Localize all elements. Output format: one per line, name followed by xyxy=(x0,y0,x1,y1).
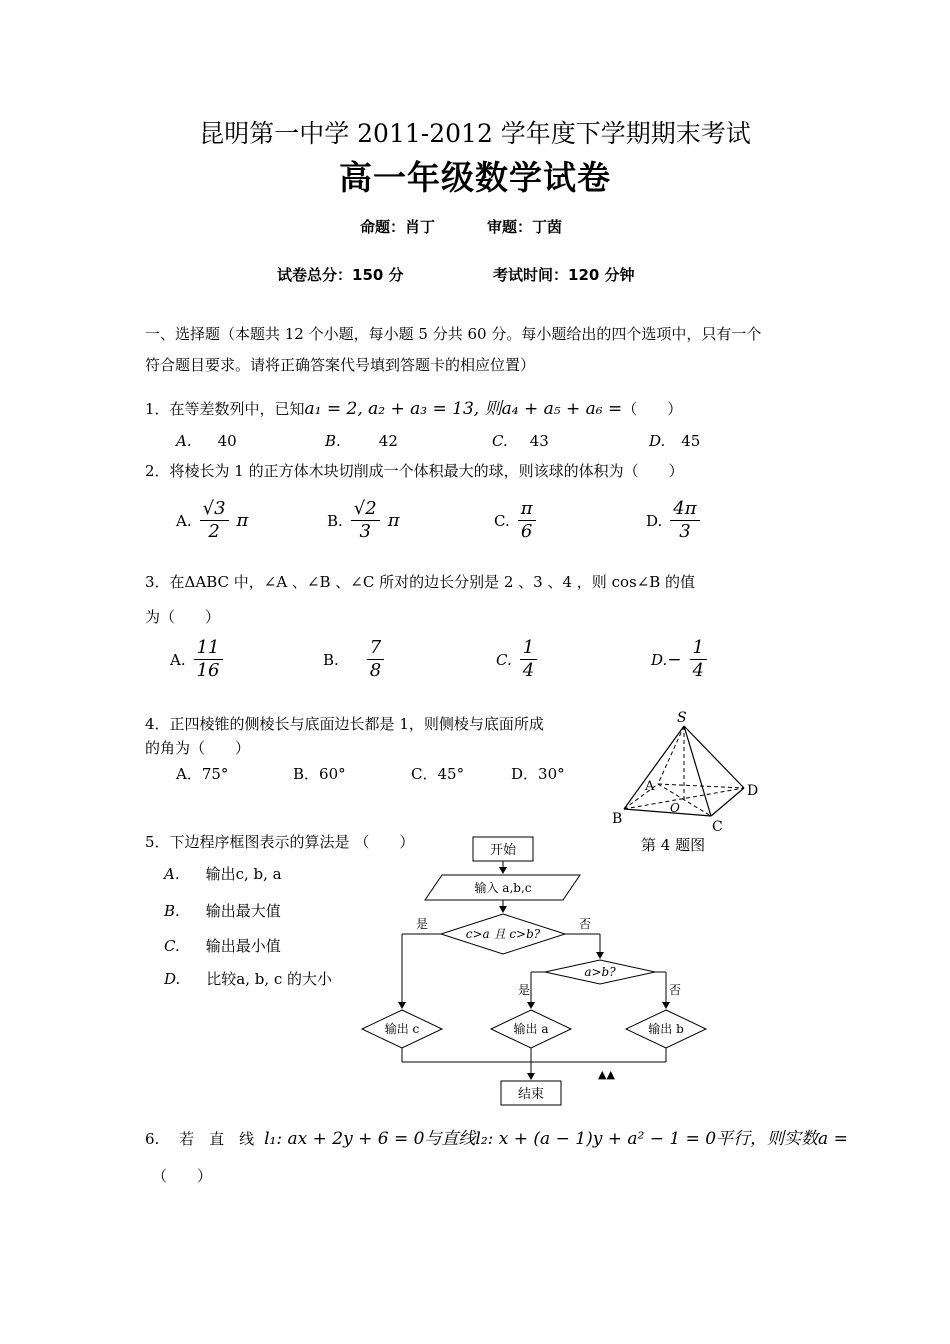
q4-option-c: C．45° xyxy=(411,765,465,783)
q3-numerator: 1 xyxy=(690,637,707,660)
q1-option-c xyxy=(492,432,549,450)
q5-option-text: 输出最大值 xyxy=(205,902,281,920)
q4-stem-line1: 4．正四棱锥的侧棱长与底面边长都是 1，则侧棱与底面所成 xyxy=(145,715,544,733)
flow-start-text: 开始 xyxy=(489,843,517,858)
q3-option-b xyxy=(323,637,386,682)
q3-stem-line1: 3．在ΔABC 中，∠A 、∠B 、∠C 所对的边长分别是 2 、3 、4 ，则 cos∠B 的值 xyxy=(145,573,696,591)
pyramid-label-o: O xyxy=(670,801,680,815)
q2-option-letter: B. xyxy=(327,511,343,530)
q1-option-value: 45 xyxy=(681,432,701,450)
q2-denominator: 3 xyxy=(359,521,371,542)
q1-stem-text: 1．在等差数列中，已知 xyxy=(145,400,305,418)
q3-fraction xyxy=(367,637,384,682)
exam-title: 高一年级数学试卷 xyxy=(339,158,611,197)
q1-stem xyxy=(145,394,682,419)
q3-fraction xyxy=(520,637,537,682)
flowchart xyxy=(350,830,710,1110)
q2-numerator: 4π xyxy=(670,498,699,521)
q6-formula: l₁: ax + 2y + 6 = 0与直线l₂: x + (a − 1)y + a² − 1 = 0平行，则实数a = xyxy=(264,1129,848,1149)
q3-option-a xyxy=(170,637,225,682)
q2-stem: 2．将棱长为 1 的正方体木块切削成一个体积最大的球，则该球的体积为（ ） xyxy=(145,462,684,480)
q2-denominator: 2 xyxy=(208,521,220,542)
q3-denominator: 16 xyxy=(196,660,220,681)
q1-option-a xyxy=(176,432,237,450)
flow-no-label: 否 xyxy=(579,917,592,931)
q2-denominator: 6 xyxy=(520,521,533,542)
q1-formula: a₁ = 2, a₂ + a₃ = 13, 则a₄ + a₅ + a₆ = xyxy=(304,399,623,419)
q3-denominator: 4 xyxy=(692,660,704,681)
q2-numerator: π xyxy=(518,498,536,521)
q3-fraction xyxy=(194,637,223,682)
flow-input-text: 输入 a,b,c xyxy=(474,881,532,895)
q4-option-b: B．60° xyxy=(293,765,346,783)
section1-instructions-line1: 一、选择题（本题共 12 个小题，每小题 5 分共 60 分。每小题给出的四个选项中，只有一个 xyxy=(145,325,762,343)
q2-numerator: √2 xyxy=(351,498,380,521)
pyramid-label-s: S xyxy=(677,710,687,726)
q2-option-c xyxy=(494,498,538,543)
q2-option-letter: D. xyxy=(646,511,663,530)
q1-option-letter: C. xyxy=(492,432,508,450)
total-score: 试卷总分：150 分 xyxy=(277,266,404,284)
q5-option-letter: D. xyxy=(164,970,181,988)
q2-option-b xyxy=(327,498,400,543)
q3-option-letter: D. xyxy=(651,650,668,669)
q3-option-c xyxy=(496,637,539,682)
q2-option-letter: C. xyxy=(494,511,510,530)
q2-option-letter: A. xyxy=(176,511,192,530)
flow-condition2-text: a>b? xyxy=(584,965,616,979)
q2-option-a xyxy=(176,498,248,543)
q5-option-text: 输出c, b, a xyxy=(205,865,282,883)
q2-fraction xyxy=(200,498,229,543)
q5-option-a xyxy=(164,863,282,884)
q5-option-b xyxy=(164,900,281,921)
q4-option-d: D．30° xyxy=(511,765,565,783)
pyramid-label-d: D xyxy=(747,783,759,799)
q5-option-d xyxy=(164,968,332,989)
exam-time: 考试时间：120 分钟 xyxy=(493,266,635,284)
q1-option-letter: D. xyxy=(649,432,666,450)
pyramid-label-c: C xyxy=(712,819,723,835)
q4-option-a: A．75° xyxy=(176,765,229,783)
flow-no-label-2: 否 xyxy=(669,983,682,997)
q2-fraction xyxy=(518,498,536,543)
q1-option-d xyxy=(649,432,700,450)
q1-option-letter: B. xyxy=(325,432,341,450)
flow-output-b-text: 输出 b xyxy=(648,1022,684,1036)
q2-fraction xyxy=(351,498,380,543)
q2-suffix: π xyxy=(236,510,249,531)
q3-numerator: 7 xyxy=(367,637,384,660)
reviewer: 审题：丁茵 xyxy=(487,218,563,236)
q3-stem-line2: 为（ ） xyxy=(145,608,221,626)
q5-option-letter: C. xyxy=(164,937,180,955)
flow-condition1-text: c>a 且 c>b? xyxy=(465,927,541,941)
pyramid-caption: 第 4 题图 xyxy=(641,836,706,854)
q5-option-text: 输出最小值 xyxy=(205,937,281,955)
q6-stem-text: 6. 若 直 线 xyxy=(145,1130,255,1148)
q3-numerator: 1 xyxy=(520,637,537,660)
pyramid-label-a: A xyxy=(645,779,655,794)
flow-output-a-text: 输出 a xyxy=(513,1022,549,1036)
q3-option-letter: C. xyxy=(496,650,512,669)
flow-output-c-text: 输出 c xyxy=(384,1022,420,1036)
flow-yes-label: 是 xyxy=(416,917,429,931)
q3-fraction xyxy=(690,637,707,682)
q5-option-letter: A. xyxy=(164,865,180,883)
q1-option-value: 40 xyxy=(217,432,237,450)
q3-sign: − xyxy=(667,649,682,670)
q2-denominator: 3 xyxy=(679,521,691,542)
section1-instructions-line2: 符合题目要求。请将正确答案代号填到答题卡的相应位置） xyxy=(145,356,536,374)
q1-option-b xyxy=(325,432,398,450)
q3-option-letter: B. xyxy=(323,650,339,669)
q2-option-d xyxy=(646,498,702,543)
flow-yes-label-2: 是 xyxy=(518,983,531,997)
q5-stem: 5．下边程序框图表示的算法是 （ ） xyxy=(145,833,415,851)
flow-mark: ▲▲ xyxy=(598,1068,615,1081)
q2-fraction xyxy=(670,498,699,543)
q5-option-c xyxy=(164,935,281,956)
flow-end-text: 结束 xyxy=(517,1087,545,1102)
q2-numerator: √3 xyxy=(200,498,229,521)
pyramid-label-b: B xyxy=(612,811,623,827)
q1-paren: （ ） xyxy=(622,400,683,418)
q6-paren: （ ） xyxy=(152,1167,213,1185)
q4-stem-line2: 的角为（ ） xyxy=(145,739,251,757)
q5-option-text: 比较a, b, c 的大小 xyxy=(206,970,333,988)
q6-stem xyxy=(145,1124,848,1149)
school-exam-line: 昆明第一中学 2011-2012 学年度下学期期末考试 xyxy=(199,119,751,148)
q3-denominator: 4 xyxy=(522,660,535,681)
q5-option-letter: B. xyxy=(164,902,180,920)
pyramid-figure xyxy=(606,706,776,836)
q3-option-letter: A. xyxy=(170,650,186,669)
q2-suffix: π xyxy=(387,510,400,531)
q1-option-value: 42 xyxy=(378,432,398,450)
proposer: 命题：肖丁 xyxy=(360,218,436,236)
q3-option-d xyxy=(651,637,709,682)
q1-option-letter: A. xyxy=(176,432,192,450)
q1-option-value: 43 xyxy=(529,432,549,450)
q3-denominator: 8 xyxy=(369,660,382,681)
q3-numerator: 11 xyxy=(194,637,223,660)
